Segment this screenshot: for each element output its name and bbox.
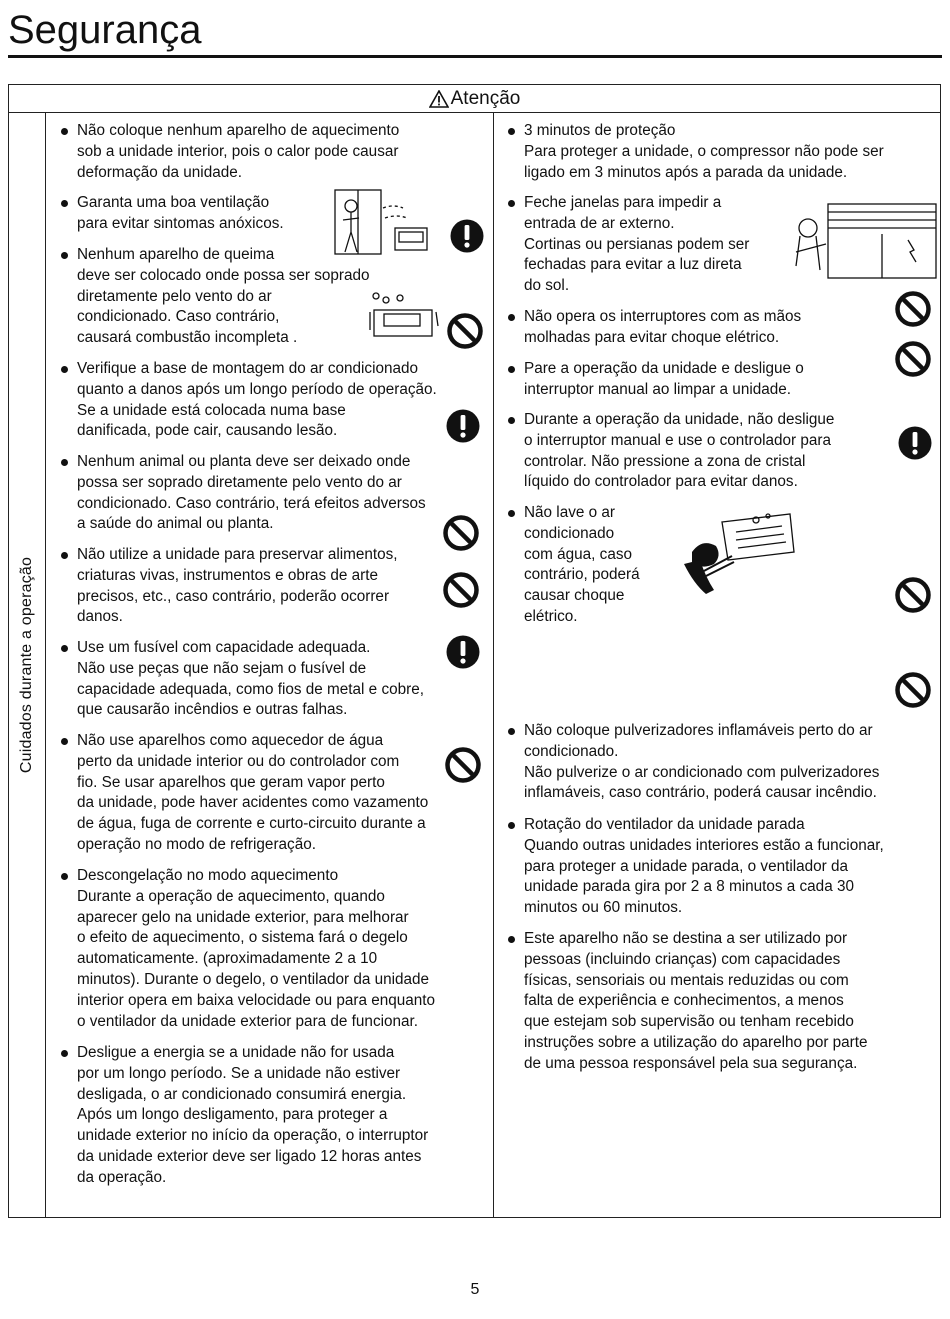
list-item <box>524 929 868 1075</box>
item-text: 3 minutos de proteção Para proteger a unidade, o compressor não pode ser ligado em 3 minutos após a parada da unidade. <box>524 122 884 181</box>
item-text: Pare a operação da unidade e desligue o interruptor manual ao limpar a unidade. <box>524 360 804 398</box>
bullet <box>61 252 68 259</box>
bullet <box>61 366 68 373</box>
title-rule <box>8 55 942 58</box>
bullet <box>508 366 515 373</box>
item-text: Nenhum aparelho de queima deve ser colocado onde possa ser soprado diretamente pelo vento do ar condicionado. Caso contrário, causará combustão incompleta . <box>77 246 370 347</box>
bullet <box>508 728 515 735</box>
list-item <box>77 638 424 721</box>
bullet <box>61 873 68 880</box>
item-text: Não coloque pulverizadores inflamáveis perto do ar condicionado. Não pulverize o ar condicionado com pulverizadores inflamáveis, caso contrário, poderá causar incêndio. <box>524 722 880 802</box>
prohibition-icon <box>442 571 480 609</box>
prohibition-icon <box>446 312 484 350</box>
bullet <box>508 314 515 321</box>
list-item <box>524 503 640 628</box>
item-text: Não lave o ar condicionado com água, caso contrário, poderá causar choque elétrico. <box>524 504 640 625</box>
item-text: Desligue a energia se a unidade não for usada por um longo período. Se a unidade não estiver desligada, o ar condicionado consumirá energia. Após um longo desligamento, para proteger a unidade exterior no início da operação, o interruptor da unidade exterior deve ser ligado 12 horas antes da operação. <box>77 1044 429 1186</box>
item-text: Não coloque nenhum aparelho de aquecimento sob a unidade interior, pois o calor pode causar deformação da unidade. <box>77 122 400 181</box>
side-label-text: Cuidados durante a operação <box>17 556 35 774</box>
list-item <box>77 359 437 442</box>
page-title: Segurança <box>8 8 202 52</box>
list-item <box>77 245 370 349</box>
bullet <box>508 822 515 829</box>
list-item <box>524 193 749 297</box>
item-text: Nenhum animal ou planta deve ser deixado onde possa ser soprado diretamente pelo vento do ar condicionado. Caso contrário, terá efeitos adversos a saúde do animal ou planta. <box>77 453 426 533</box>
list-item <box>77 545 398 628</box>
exclamation-circle-icon <box>446 409 480 443</box>
list-item <box>524 307 801 349</box>
item-text: Garanta uma boa ventilação para evitar sintomas anóxicos. <box>77 194 284 232</box>
list-item <box>77 1043 428 1189</box>
bullet <box>61 200 68 207</box>
prohibition-icon <box>894 340 932 378</box>
caution-header <box>9 85 940 113</box>
item-text: Descongelação no modo aquecimento Durante a operação de aquecimento, quando aparecer gelo na unidade exterior, para melhorar o efeito de aquecimento, o sistema fará o degelo automaticamente. (aproximadamente 2 a 10 minutos). Durante o degelo, o ventilador da unidade interior opera em baixa velocidade ou para enquanto o ventilador da unidade exterior para de funcionar. <box>77 867 436 1030</box>
combustion-heater-illustration <box>366 290 442 340</box>
warning-triangle-icon <box>429 90 449 108</box>
ventilation-illustration <box>333 188 433 256</box>
item-text: Verifique a base de montagem do ar condicionado quanto a danos após um longo período de operação. Se a unidade está colocada numa base danificada, pode cair, causando lesão. <box>77 360 437 440</box>
exclamation-circle-icon <box>450 219 484 253</box>
side-divider <box>45 112 46 1218</box>
bullet <box>508 200 515 207</box>
prohibition-icon <box>894 290 932 328</box>
list-item <box>77 731 428 856</box>
bullet <box>508 128 515 135</box>
list-item <box>77 452 426 535</box>
bullet <box>61 128 68 135</box>
exclamation-circle-icon <box>446 635 480 669</box>
washing-unit-illustration <box>672 512 798 606</box>
bullet <box>61 738 68 745</box>
bullet <box>508 510 515 517</box>
item-text: Não opera os interruptores com as mãos molhadas para evitar choque elétrico. <box>524 308 802 346</box>
exclamation-circle-icon <box>898 426 932 460</box>
item-text: Não use aparelhos como aquecedor de água perto da unidade interior ou do controlador com fio. Se usar aparelhos que geram vapor perto da unidade, pode haver acidentes como vazamento de água, fuga de corrente e curto-circuito durante a operação no modo de refrigeração. <box>77 732 429 853</box>
side-label <box>8 112 45 1218</box>
list-item <box>524 410 834 493</box>
bullet <box>508 936 515 943</box>
bullet <box>61 459 68 466</box>
list-item <box>524 815 884 919</box>
curtain-window-illustration <box>790 200 940 282</box>
column-divider <box>493 112 494 1218</box>
bullet <box>508 417 515 424</box>
prohibition-icon <box>442 514 480 552</box>
bullet <box>61 552 68 559</box>
item-text: Este aparelho não se destina a ser utilizado por pessoas (incluindo crianças) com capacidades físicas, sensoriais ou mentais reduzidas ou com falta de experiência e conhecimentos, a menos que estejam sob supervisão ou tenham recebido instruções sobre a utilização do aparelho por parte de uma pessoa responsável pela sua segurança. <box>524 930 868 1072</box>
bullet <box>61 645 68 652</box>
prohibition-icon <box>894 576 932 614</box>
bullet <box>61 1050 68 1057</box>
list-item <box>524 359 804 401</box>
prohibition-icon <box>444 746 482 784</box>
list-item <box>77 866 435 1032</box>
item-text: Durante a operação da unidade, não desligue o interruptor manual e use o controlador para controlar. Não pressione a zona de cristal líquido do controlador para evitar danos. <box>524 411 835 491</box>
list-item <box>524 721 879 804</box>
item-text: Rotação do ventilador da unidade parada Quando outras unidades interiores estão a funcionar, para proteger a unidade parada, o ventilador da unidade parada gira por 2 a 8 minutos a cada 30 minutos ou 60 minutos. <box>524 816 884 917</box>
item-text: Use um fusível com capacidade adequada. Não use peças que não sejam o fusível de capacidade adequada, como fios de metal e cobre, que causarão incêndios e outras falhas. <box>77 639 424 719</box>
page-number: 5 <box>470 1281 480 1298</box>
prohibition-icon <box>894 671 932 709</box>
item-text: Feche janelas para impedir a entrada de ar externo. Cortinas ou persianas podem ser fechadas para evitar a luz direta do sol. <box>524 194 750 295</box>
list-item <box>524 121 884 183</box>
caution-header-label: Atenção <box>450 87 521 109</box>
list-item <box>77 193 284 235</box>
list-item <box>77 121 399 183</box>
item-text: Não utilize a unidade para preservar alimentos, criaturas vivas, instrumentos e obras de arte precisos, etc., caso contrário, poderão ocorrer danos. <box>77 546 398 626</box>
